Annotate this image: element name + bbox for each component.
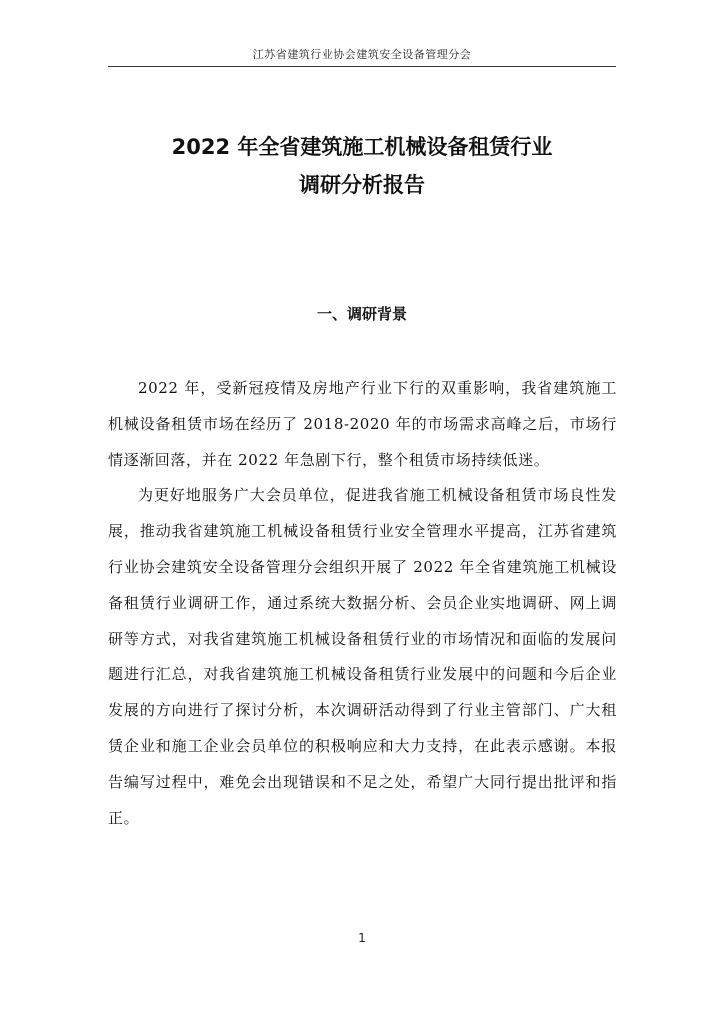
body-text — [108, 371, 617, 836]
section-heading: 一、调研背景 — [316, 305, 407, 323]
document-title — [108, 128, 616, 204]
document-title-line-1: 2022 年全省建筑施工机械设备租赁行业 — [171, 135, 553, 159]
paragraph: 2022 年，受新冠疫情及房地产行业下行的双重影响，我省建筑施工机械设备租赁市场在经历了 2018-2020 年的市场需求高峰之后，市场行情逐渐回落，并在 2022 年急剧下行，整个租赁市场持续低迷。 — [108, 379, 617, 469]
page-number: 1 — [358, 931, 366, 945]
running-header: 江苏省建筑行业协会建筑安全设备管理分会 — [252, 48, 472, 61]
header-divider — [108, 66, 616, 67]
paragraph: 为更好地服务广大会员单位，促进我省施工机械设备租赁市场良性发展，推动我省建筑施工机械设备租赁行业安全管理水平提高，江苏省建筑行业协会建筑安全设备管理分会组织开展了 2022 年全省建筑施工机械设备租赁行业调研工作，通过系统大数据分析、会员企业实地调研、网上调研等方式，对我省建筑施工机械设备租赁行业的市场情况和面临的发展问题进行汇总，对我省建筑施工机械设备租赁行业发展中的问题和今后企业发展的方向进行了探讨分析，本次调研活动得到了行业主管部门、广大租赁企业和施工企业会员单位的积极响应和大力支持，在此表示感谢。本报告编写过程中，难免会出现错误和不足之处，希望广大同行提出批评和指正。 — [108, 486, 617, 827]
document-title-line-2: 调研分析报告 — [299, 173, 425, 197]
